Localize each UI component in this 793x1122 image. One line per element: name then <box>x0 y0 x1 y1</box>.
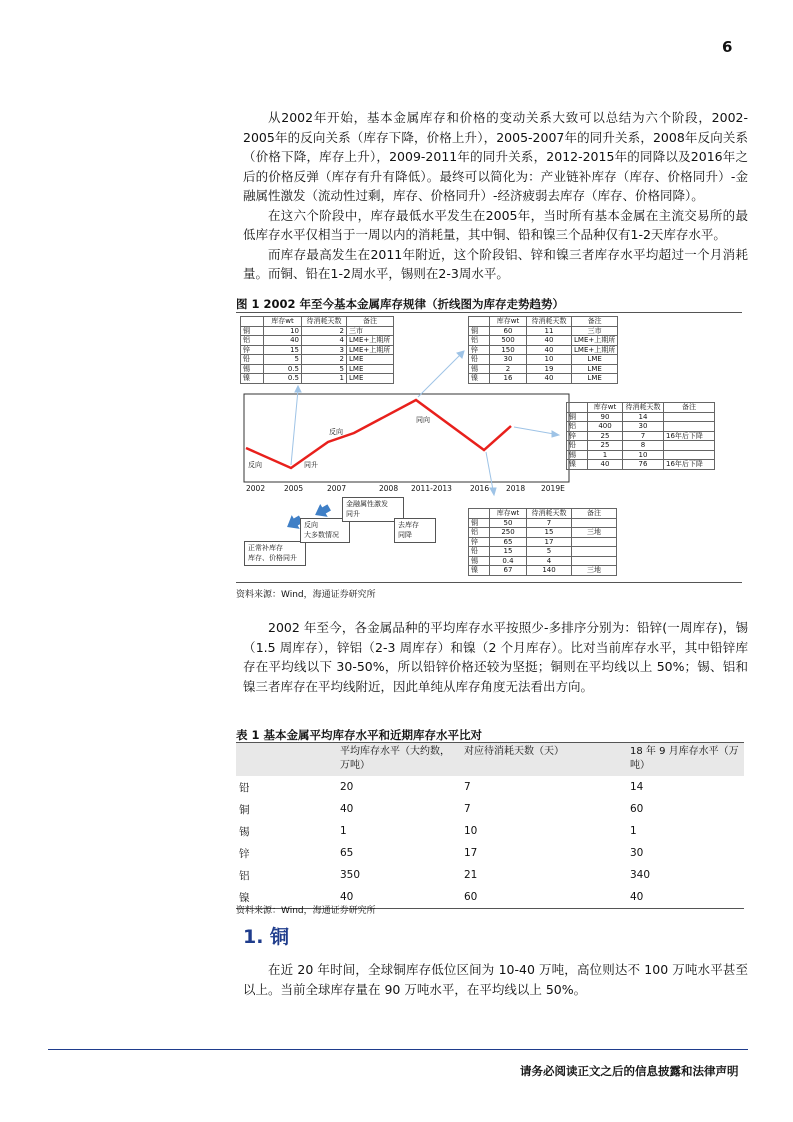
cell: 铝 <box>469 528 490 538</box>
table-row <box>236 798 744 820</box>
inventory-trend-line <box>246 400 511 468</box>
stage-text: 同升 <box>346 509 360 518</box>
cell: 5 <box>527 547 572 557</box>
cell: 40 <box>527 374 572 384</box>
header-cell: 待消耗天数 <box>623 403 664 413</box>
cell: 5 <box>264 355 302 365</box>
cell: 10 <box>527 355 572 365</box>
cell: 铅 <box>567 441 588 451</box>
cell: 铜 <box>567 412 588 422</box>
year-label: 2018 <box>506 484 526 493</box>
arrow-2018 <box>514 427 554 434</box>
header-cell: 库存wt <box>490 509 527 519</box>
curve-label: 同向 <box>416 416 430 424</box>
cell <box>572 518 617 528</box>
stage-text: 大多数情况 <box>304 530 339 539</box>
cell: 40 <box>527 345 572 355</box>
cell: LME <box>347 374 394 384</box>
table1-source: 资料来源：Wind，海通证券研究所 <box>236 906 376 916</box>
header-cell: 待消耗天数 <box>527 317 572 327</box>
stage-box-restock <box>244 541 306 566</box>
cell: 铅 <box>469 547 490 557</box>
arrow-2011 <box>418 354 461 397</box>
cell: 锡 <box>239 825 250 838</box>
cell: 4 <box>527 556 572 566</box>
cell: 40 <box>527 336 572 346</box>
stage-text: 反向 <box>304 521 318 529</box>
arrow-head <box>490 488 496 495</box>
cell: 65 <box>340 847 354 859</box>
cell: 40 <box>630 891 644 903</box>
cell: 350 <box>340 869 361 881</box>
cell: 铝 <box>239 869 250 882</box>
chart-frame <box>244 394 569 482</box>
cell <box>664 450 715 460</box>
year-label: 2005 <box>284 484 304 493</box>
cell: LME+上期所 <box>347 345 394 355</box>
paragraph: 在近 20 年时间，全球铜库存低位区间为 10-40 万吨，高位则达不 100 万吨水平甚至以上。当前全球库存量在 90 万吨水平，在平均线以上 50%。 <box>243 962 748 997</box>
year-label: 2016 <box>470 484 490 493</box>
cell: 铝 <box>567 422 588 432</box>
stage-text: 同降 <box>398 530 412 539</box>
cell: 76 <box>623 460 664 470</box>
header-cell: 待消耗天数 <box>527 509 572 519</box>
cell: LME+上期所 <box>572 336 618 346</box>
footer-rule <box>48 1049 748 1050</box>
cell: 60 <box>490 326 527 336</box>
header-cell: 18 年 9 月库存水平（万吨） <box>627 743 744 776</box>
cell: 锌 <box>567 431 588 441</box>
cell: 4 <box>302 336 347 346</box>
cell: 锡 <box>567 450 588 460</box>
cell: 镍 <box>239 891 250 904</box>
cell: 20 <box>340 781 354 793</box>
cell: 7 <box>464 781 471 793</box>
year-label: 2002 <box>246 484 266 493</box>
paragraph: 而库存最高发生在2011年附近，这个阶段铝、锌和镍三者库存水平均超过一个月消耗量。而铜、铅在1-2周水平，锡则在2-3周水平。 <box>243 246 748 281</box>
cell: 40 <box>340 891 354 903</box>
cell: 60 <box>464 891 478 903</box>
figure-source: 资料来源：Wind，海通证券研究所 <box>236 590 376 600</box>
cell: 10 <box>264 326 302 336</box>
section-text <box>243 960 748 999</box>
cell: 17 <box>527 537 572 547</box>
cell: 0.4 <box>490 556 527 566</box>
cell: 锌 <box>469 345 490 355</box>
cell: LME+上期所 <box>572 345 618 355</box>
cell: 60 <box>630 803 644 815</box>
curve-label: 同升 <box>304 461 318 469</box>
cell: 锡 <box>469 364 490 374</box>
cell: 1 <box>630 825 637 837</box>
stage-text: 库存、价格同升 <box>248 553 297 562</box>
cell: 8 <box>623 441 664 451</box>
cell: 400 <box>588 422 623 432</box>
cell: 三地 <box>572 566 617 576</box>
cell: 2 <box>490 364 527 374</box>
table-row <box>236 842 744 864</box>
header-cell <box>469 317 490 327</box>
header-cell: 备注 <box>347 317 394 327</box>
header-cell: 库存wt <box>264 317 302 327</box>
inventory-table-2018 <box>566 402 715 470</box>
cell: 三市 <box>347 326 394 336</box>
cell: 铜 <box>241 326 264 336</box>
cell: 25 <box>588 441 623 451</box>
cell: 7 <box>464 803 471 815</box>
cell: 锌 <box>239 847 250 860</box>
header-cell: 备注 <box>664 403 715 413</box>
cell: 0.5 <box>264 374 302 384</box>
cell: 340 <box>630 869 651 881</box>
cell: 50 <box>490 518 527 528</box>
header-cell <box>241 317 264 327</box>
cell: 30 <box>630 847 644 859</box>
figure-bottom-rule <box>236 582 742 583</box>
cell: 140 <box>527 566 572 576</box>
header-cell: 备注 <box>572 509 617 519</box>
cell: 1 <box>302 374 347 384</box>
year-label: 2019E <box>541 484 565 493</box>
header-cell <box>567 403 588 413</box>
figure-caption: 图 1 2002 年至今基本金属库存规律（折线图为库存走势趋势） <box>236 297 565 311</box>
cell: 铜 <box>469 518 490 528</box>
stage-text: 去库存 <box>398 521 419 529</box>
intro-text <box>243 108 748 284</box>
cell: 11 <box>527 326 572 336</box>
cell <box>664 441 715 451</box>
cell: 19 <box>527 364 572 374</box>
cell: 0.5 <box>264 364 302 374</box>
header-cell: 库存wt <box>588 403 623 413</box>
paragraph: 2002 年至今，各金属品种的平均库存水平按照少-多排序分别为：铅锌(一周库存)，锡（1.5 周库存），锌铝（2-3 周库存）和镍（2 个月库存）。比对当前库存水平，其中铅锌库存在平均线以下 30-50%，所以铅锌价格还较为坚挺；铜则在平均线以上 50%；锡、铝和镍三者库存在平均线附近，因此单纯从库存角度无法看出方向。 <box>243 620 748 694</box>
cell: 锡 <box>469 556 490 566</box>
cell: 锡 <box>241 364 264 374</box>
cell: 10 <box>623 450 664 460</box>
cell: LME <box>572 374 618 384</box>
cell: 16年后下降 <box>664 460 715 470</box>
cell: 锌 <box>241 345 264 355</box>
paragraph: 从2002年开始，基本金属库存和价格的变动关系大致可以总结为六个阶段，2002-2005年的反向关系（库存下降，价格上升），2005-2007年的同升关系，2008年反向关系（价格下降，库存上升），2009-2011年的同升关系，2012-2015年的同降以及2016年之后的价格反弹（库存有升有降低）。最终可以简化为：产业链补库存（库存、价格同升）-金融属性激发（流动性过剩，库存、价格同升）-经济疲弱去库存（库存、价格同降）。 <box>243 110 748 203</box>
cell: 铅 <box>469 355 490 365</box>
cell <box>664 412 715 422</box>
cell: 67 <box>490 566 527 576</box>
header-cell: 对应待消耗天数（天） <box>461 743 627 776</box>
cell: 40 <box>588 460 623 470</box>
cell <box>572 556 617 566</box>
cell <box>572 547 617 557</box>
year-label: 2008 <box>379 484 399 493</box>
cell: 7 <box>623 431 664 441</box>
cell: 三地 <box>572 528 617 538</box>
cell: 2 <box>302 326 347 336</box>
cell: 铅 <box>239 781 250 794</box>
inventory-table-2005 <box>240 316 394 384</box>
header-cell <box>236 743 337 776</box>
cell: 30 <box>623 422 664 432</box>
paragraph: 在这六个阶段中，库存最低水平发生在2005年，当时所有基本金属在主流交易所的最低库存水平仅相当于一周以内的消耗量，其中铜、铅和镍三个品种仅有1-2天库存水平。 <box>243 207 748 242</box>
cell: 铜 <box>239 803 250 816</box>
cell: 16 <box>490 374 527 384</box>
cell: 15 <box>527 528 572 538</box>
cell: 镍 <box>241 374 264 384</box>
cell: 镍 <box>469 566 490 576</box>
cell: 1 <box>588 450 623 460</box>
year-label: 2007 <box>327 484 347 493</box>
cell: 150 <box>490 345 527 355</box>
cell: LME+上期所 <box>347 336 394 346</box>
stage-text: 金融属性激发 <box>346 500 388 508</box>
cell: 镍 <box>567 460 588 470</box>
cell: 500 <box>490 336 527 346</box>
comparison-table <box>236 743 744 908</box>
cell: 40 <box>340 803 354 815</box>
header-cell <box>469 509 490 519</box>
cell: 5 <box>302 364 347 374</box>
cell: 7 <box>527 518 572 528</box>
cell: LME <box>572 355 618 365</box>
table1 <box>236 742 744 909</box>
cell: 三市 <box>572 326 618 336</box>
cell: 10 <box>464 825 478 837</box>
header-cell: 备注 <box>572 317 618 327</box>
cell: 2 <box>302 355 347 365</box>
mid-paragraph <box>243 618 748 696</box>
cell: 铝 <box>469 336 490 346</box>
header-cell: 库存wt <box>490 317 527 327</box>
cell: 40 <box>264 336 302 346</box>
table-row <box>236 776 744 798</box>
cell: 21 <box>464 869 478 881</box>
inventory-table-2011 <box>468 316 618 384</box>
footer-disclaimer: 请务必阅读正文之后的信息披露和法律声明 <box>520 1064 739 1078</box>
arrow-2005 <box>291 390 298 465</box>
arrow-head <box>295 386 301 392</box>
table1-caption: 表 1 基本金属平均库存水平和近期库存水平比对 <box>236 728 483 742</box>
header-cell: 待消耗天数 <box>302 317 347 327</box>
cell: 15 <box>264 345 302 355</box>
cell: LME <box>347 355 394 365</box>
cell: LME <box>572 364 618 374</box>
table-row <box>236 864 744 886</box>
inventory-figure <box>236 312 742 579</box>
cell: 15 <box>490 547 527 557</box>
year-label: 2011-2013 <box>411 484 452 493</box>
cell: 镍 <box>469 374 490 384</box>
page-number: 6 <box>722 38 733 56</box>
cell: 30 <box>490 355 527 365</box>
cell: 3 <box>302 345 347 355</box>
cell: 90 <box>588 412 623 422</box>
cell <box>572 537 617 547</box>
cell: 14 <box>630 781 644 793</box>
cell: 250 <box>490 528 527 538</box>
cell: 铅 <box>241 355 264 365</box>
curve-label: 反向 <box>248 461 262 469</box>
curve-label: 反向 <box>329 428 343 436</box>
cell: 25 <box>588 431 623 441</box>
cell: 17 <box>464 847 478 859</box>
cell: 锌 <box>469 537 490 547</box>
inventory-table-2016 <box>468 508 617 576</box>
cell: 1 <box>340 825 347 837</box>
cell: 65 <box>490 537 527 547</box>
stage-box-destock <box>394 518 436 543</box>
cell: 16年后下降 <box>664 431 715 441</box>
stage-text: 正常补库存 <box>248 544 283 552</box>
cell <box>664 422 715 432</box>
section-heading: 1. 铜 <box>243 926 290 948</box>
arrow-head <box>552 431 559 437</box>
cell: 14 <box>623 412 664 422</box>
cell: LME <box>347 364 394 374</box>
header-cell: 平均库存水平（大约数，万吨） <box>337 743 461 776</box>
cell: 铜 <box>469 326 490 336</box>
cell: 铝 <box>241 336 264 346</box>
table-row <box>236 820 744 842</box>
